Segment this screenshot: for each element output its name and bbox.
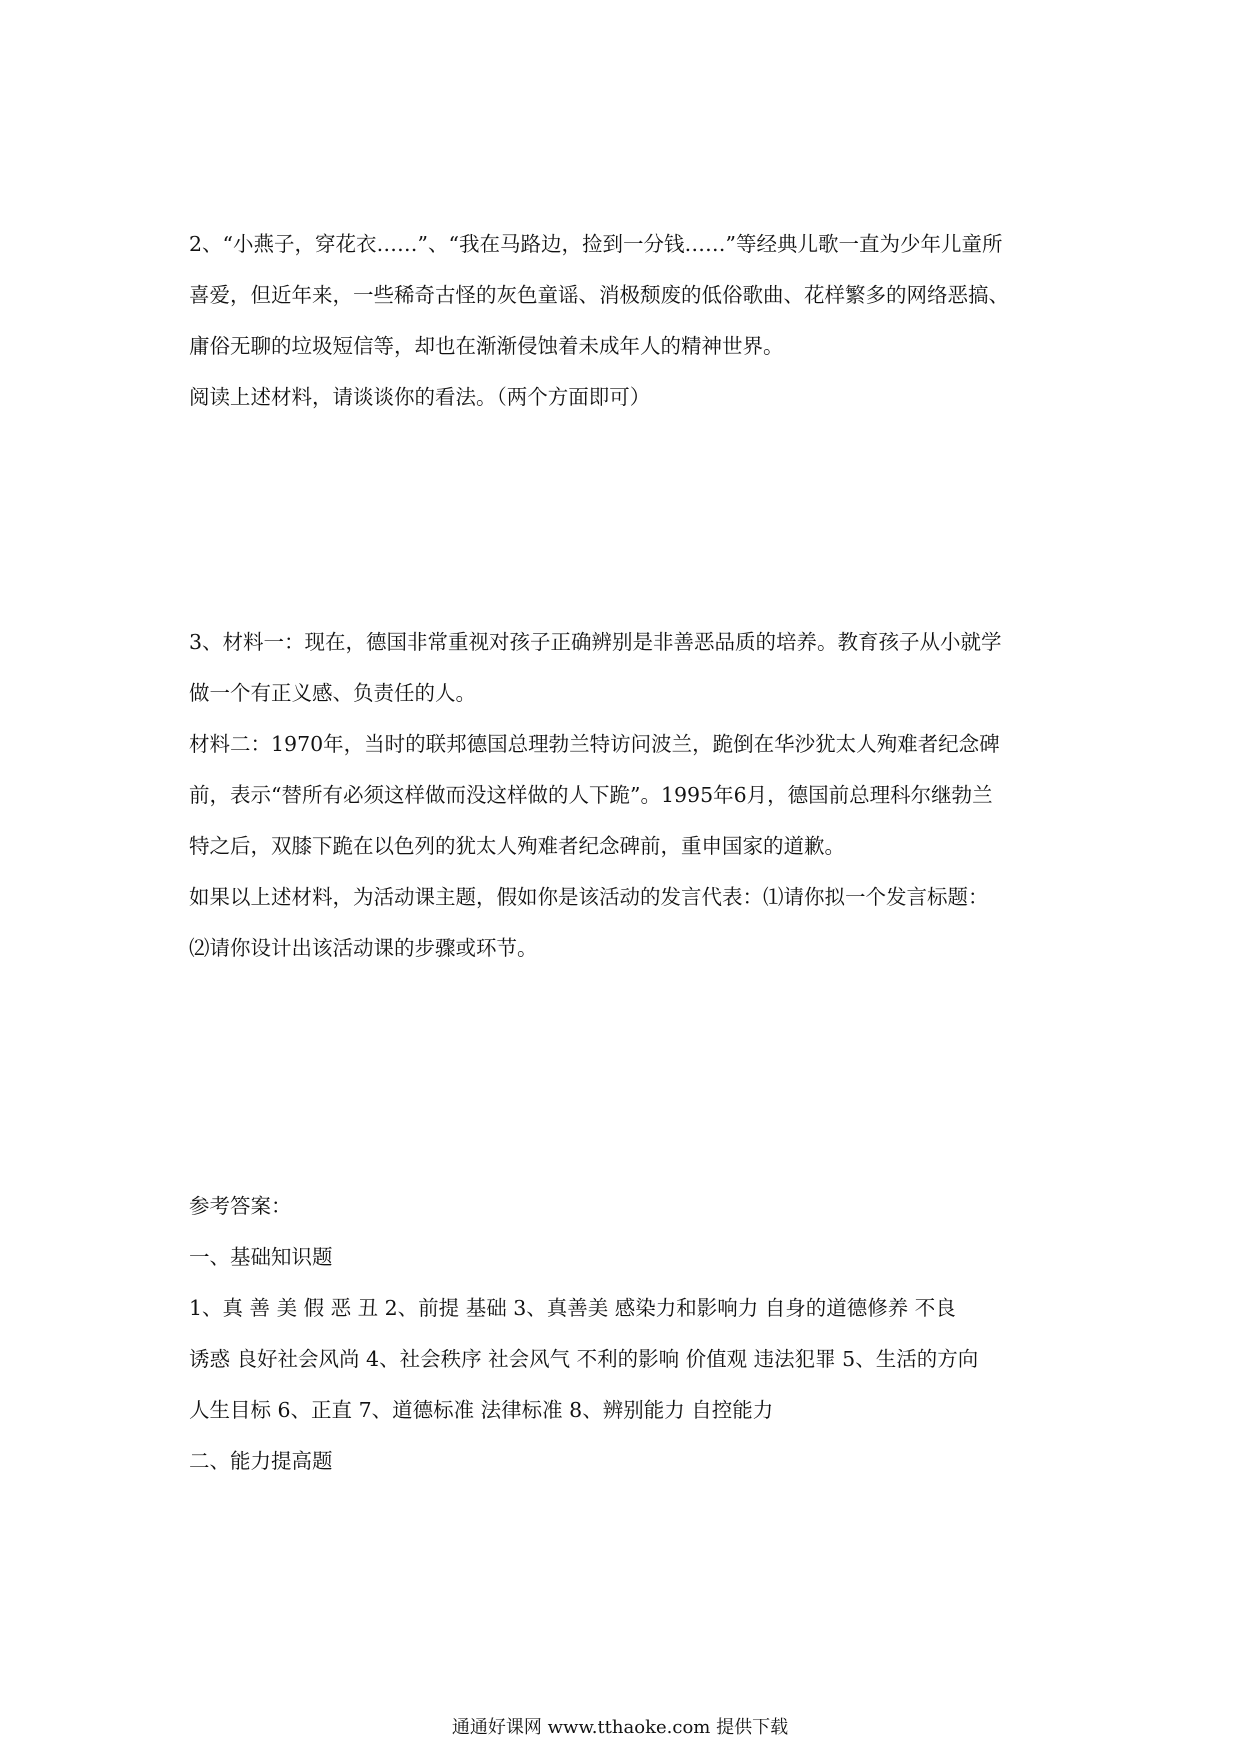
answer-key	[189, 1181, 1059, 1487]
q3-material1-line-1: 3、材料一：现在，德国非常重视对孩子正确辨别是非善恶品质的培养。教育孩子从小就学	[189, 630, 1002, 654]
question-3	[189, 617, 1059, 974]
q2-line-3: 庸俗无聊的垃圾短信等，却也在渐渐侵蚀着未成年人的精神世界。	[189, 334, 784, 358]
answers-section-2-title: 二、能力提高题	[189, 1449, 333, 1473]
q2-line-2: 喜爱，但近年来，一些稀奇古怪的灰色童谣、消极颓废的低俗歌曲、花样繁多的网络恶搞、	[189, 283, 1009, 307]
answers-section-1-line-2: 诱惑 良好社会风尚 4、社会秩序 社会风气 不利的影响 价值观 违法犯罪 5、生活的方向	[189, 1347, 979, 1371]
q2-line-1: 2、“小燕子，穿花衣……”、“我在马路边，捡到一分钱……”等经典儿歌一直为少年儿童所	[189, 232, 1003, 256]
q3-material1-line-2: 做一个有正义感、负责任的人。	[189, 681, 476, 705]
answers-section-1-line-1: 1、真 善 美 假 恶 丑 2、前提 基础 3、真善美 感染力和影响力 自身的道德修养 不良	[189, 1296, 956, 1320]
q3-task-line-1: 如果以上述材料，为活动课主题，假如你是该活动的发言代表：⑴请你拟一个发言标题：	[189, 885, 989, 909]
q3-material2-line-2: 前，表示“替所有必须这样做而没这样做的人下跪”。1995年6月，德国前总理科尔继勃兰	[189, 783, 993, 807]
q3-task-line-2: ⑵请你设计出该活动课的步骤或环节。	[189, 936, 538, 960]
q3-material2-line-3: 特之后，双膝下跪在以色列的犹太人殉难者纪念碑前，重申国家的道歉。	[189, 834, 845, 858]
q3-material2-line-1: 材料二：1970年，当时的联邦德国总理勃兰特访问波兰，跪倒在华沙犹太人殉难者纪念碑	[189, 732, 1000, 756]
answers-heading: 参考答案：	[189, 1194, 292, 1218]
answers-section-1-title: 一、基础知识题	[189, 1245, 333, 1269]
q2-prompt: 阅读上述材料，请谈谈你的看法。（两个方面即可）	[189, 385, 651, 409]
page-footer: 通通好课网 www.tthaoke.com 提供下载	[451, 1717, 789, 1738]
question-2	[189, 219, 1059, 423]
answers-section-1-line-3: 人生目标 6、正直 7、道德标准 法律标准 8、辨别能力 自控能力	[189, 1398, 774, 1422]
